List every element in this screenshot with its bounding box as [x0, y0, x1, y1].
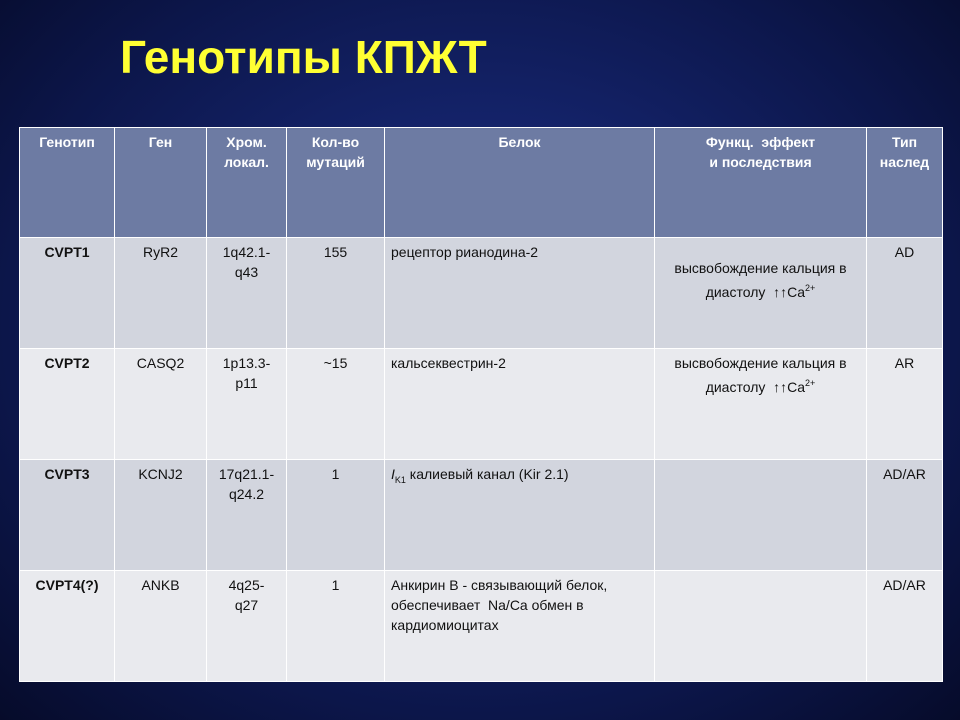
table-row — [20, 238, 943, 349]
cell-mutations: 1 — [287, 460, 385, 571]
cell-genotype: CVPT3 — [20, 460, 115, 571]
header-mutations-line1: Кол-во — [311, 134, 360, 150]
cell-effect-line1: высвобождение кальция в — [674, 260, 847, 276]
cell-effect — [655, 460, 867, 571]
cell-gene: ANKB — [115, 571, 207, 682]
cell-protein-line3: кардиомиоцитах — [391, 617, 499, 633]
header-gene: Ген — [115, 128, 207, 238]
cell-gene: CASQ2 — [115, 349, 207, 460]
cell-chrom — [207, 349, 287, 460]
cell-chrom-line1: 4q25- — [228, 577, 265, 593]
cell-protein-rest: калиевый канал (Kir 2.1) — [405, 466, 569, 482]
header-mutations-line2: мутаций — [306, 154, 365, 170]
header-chrom — [207, 128, 287, 238]
cell-inheritance: AD/AR — [867, 571, 943, 682]
table-header-row — [20, 128, 943, 238]
table-row — [20, 571, 943, 682]
cell-gene: KCNJ2 — [115, 460, 207, 571]
cell-chrom-line1: 1q42.1- — [222, 244, 271, 260]
cell-effect-sup: 2+ — [805, 378, 816, 388]
cell-chrom-line1: 1p13.3- — [222, 355, 271, 371]
cell-effect — [655, 349, 867, 460]
table-row — [20, 349, 943, 460]
header-effect-line2: и последствия — [709, 154, 812, 170]
cell-effect-line1: высвобождение кальция в — [674, 355, 847, 371]
cell-effect-sup: 2+ — [805, 283, 816, 293]
cell-chrom — [207, 238, 287, 349]
cell-protein: кальсеквестрин-2 — [385, 349, 655, 460]
header-inheritance-line1: Тип — [891, 134, 918, 150]
table-row — [20, 460, 943, 571]
cell-genotype: CVPT4(?) — [20, 571, 115, 682]
header-effect — [655, 128, 867, 238]
cell-chrom-line1: 17q21.1- — [218, 466, 275, 482]
cell-effect-line2: диастолу ↑↑Ca — [705, 284, 806, 300]
cell-effect — [655, 238, 867, 349]
cell-chrom-line2: q43 — [234, 264, 259, 280]
cell-effect — [655, 571, 867, 682]
cell-protein: рецептор рианодина-2 — [385, 238, 655, 349]
cell-genotype: CVPT2 — [20, 349, 115, 460]
header-chrom-line2: локал. — [224, 154, 269, 170]
cell-inheritance: AD — [867, 238, 943, 349]
cell-chrom-line2: q24.2 — [228, 486, 265, 502]
cell-mutations: ~15 — [287, 349, 385, 460]
genotype-table — [19, 127, 943, 682]
slide-title: Генотипы КПЖТ — [120, 31, 487, 83]
cell-protein-sub: K1 — [394, 475, 406, 485]
cell-chrom — [207, 571, 287, 682]
cell-protein — [385, 460, 655, 571]
cell-mutations: 155 — [287, 238, 385, 349]
cell-protein — [385, 571, 655, 682]
cell-effect-line2: диастолу ↑↑Ca — [705, 379, 806, 395]
cell-gene: RyR2 — [115, 238, 207, 349]
cell-inheritance: AD/AR — [867, 460, 943, 571]
cell-inheritance: AR — [867, 349, 943, 460]
header-inheritance — [867, 128, 943, 238]
cell-chrom-line2: p11 — [235, 375, 258, 391]
header-inheritance-line2: наслед — [879, 154, 930, 170]
header-genotype: Генотип — [20, 128, 115, 238]
cell-protein-symbol: I — [391, 466, 395, 482]
header-protein: Белок — [385, 128, 655, 238]
cell-mutations: 1 — [287, 571, 385, 682]
cell-chrom — [207, 460, 287, 571]
cell-protein-line2: обеспечивает Na/Ca обмен в — [391, 597, 584, 613]
header-effect-line1: Функц. эффект — [705, 134, 816, 150]
cell-genotype: CVPT1 — [20, 238, 115, 349]
cell-chrom-line2: q27 — [234, 597, 259, 613]
cell-protein-line1: Анкирин В - связывающий белок, — [391, 577, 608, 593]
header-chrom-line1: Хром. — [226, 134, 267, 150]
header-mutations — [287, 128, 385, 238]
